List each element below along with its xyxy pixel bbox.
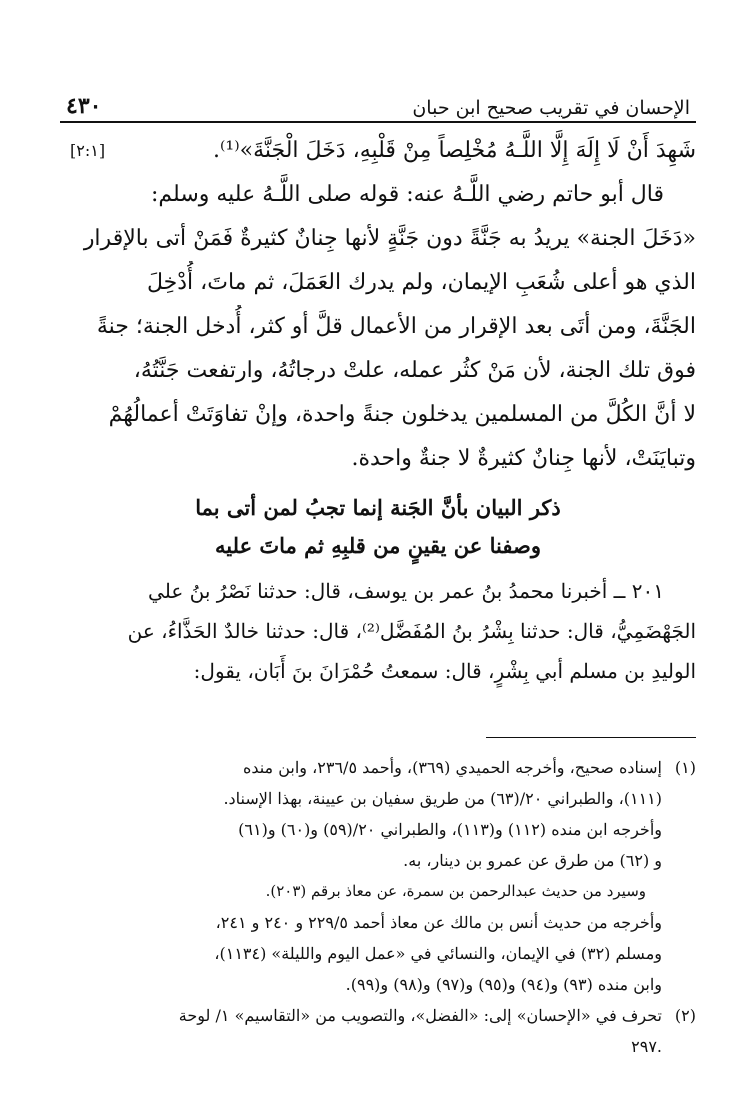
footnote-line: ومسلم (٣٢) في الإيمان، والنسائي في «عمل اليوم والليلة» (١١٣٤)، bbox=[214, 944, 662, 963]
section-heading bbox=[60, 489, 696, 565]
text-line: الجَهْضَمِيُّ، قال: حدثنا بِشْرُ بنُ المُفَضَّل⁽²⁾، قال: حدثنا خالدٌ الحَذَّاءُ، عن bbox=[127, 619, 696, 643]
footnotes bbox=[60, 752, 696, 1062]
page-number: ٤٣٠ bbox=[66, 93, 102, 119]
text-line: الجَنَّةَ، ومن أتَى بعد الإقرار من الأعمال قلَّ أو كثر، أُدخل الجنة؛ جنةً bbox=[96, 314, 696, 339]
page-header bbox=[60, 85, 696, 123]
text-line: وتبايَنَتْ، لأنها جِنانٌ كثيرةٌ لا جنةٌ واحدة. bbox=[351, 446, 696, 471]
main-text bbox=[60, 129, 696, 481]
hadith-reference: [٢:١] bbox=[70, 141, 106, 160]
footnote-text: تحرف في «الإحسان» إلى: «الفضل»، والتصويب من «التقاسيم» ١/ لوحة bbox=[178, 1006, 662, 1025]
footnote-line: وابن منده (٩٣) و(٩٤) و(٩٥) و(٩٧) و(٩٨) و(٩٩). bbox=[345, 975, 662, 994]
section-heading-line: وصفنا عن يقينٍ من قلبِهِ ثم ماتَ عليه bbox=[215, 533, 541, 558]
book-page bbox=[60, 85, 696, 1056]
footnote-line: وأخرجه من حديث أنس بن مالك عن معاذ أحمد ٢٢٩/٥ و ٢٤٠ و ٢٤١، bbox=[215, 913, 662, 932]
footnote-number: (٢) bbox=[674, 1006, 696, 1025]
text-line: الذي هو أعلى شُعَبِ الإيمان، ولم يدرك العَمَلَ، ثم ماتَ، أُدْخِلَ bbox=[147, 270, 696, 295]
footnote-line: .٢٩٧ bbox=[631, 1037, 662, 1056]
text-line: «دَخَلَ الجنة» يريدُ به جَنَّةً دون جَنَّةٍ لأنها جِنانٌ كثيرةٌ فَمَنْ أتى بالإقرار bbox=[83, 226, 696, 251]
text-line: ٢٠١ ــ أخبرنا محمدُ بنُ عمر بن يوسف، قال: حدثنا نَصْرُ بنُ علي bbox=[148, 579, 664, 603]
text-line: شَهِدَ أَنْ لَا إِلَهَ إِلَّا اللَّـهُ مُخْلِصاً مِنْ قَلْبِهِ، دَخَلَ الْجَنَّةَ»⁽¹⁾. [٢:١] bbox=[60, 129, 696, 173]
section-heading-line: ذكر البيان بأنَّ الجَنة إنما تجبُ لمن أتى بما bbox=[195, 495, 561, 520]
footnote-line: وأخرجه ابن منده (١١٢) و(١١٣)، والطبراني ٢٠/(٥٩) و(٦٠) و(٦١) bbox=[238, 820, 662, 839]
text-line: فوق تلك الجنة، لأن مَنْ كثُر عمله، علتْ درجاتُهُ، وارتفعت جَنَّتُهُ، bbox=[133, 358, 696, 383]
footnote-text: إسناده صحيح، وأخرجه الحميدي (٣٦٩)، وأحمد ٢٣٦/٥، وابن منده bbox=[242, 758, 662, 777]
footnote-line: (١١١)، والطبراني ٢٠/(٦٣) من طريق سفيان بن عيينة، بهذا الإسناد. bbox=[223, 789, 662, 808]
book-title: الإحسان في تقريب صحيح ابن حبان bbox=[412, 97, 690, 119]
footnote-2 bbox=[60, 1000, 696, 1031]
footnote-number: (١) bbox=[674, 758, 696, 777]
footnote-line: و (٦٢) من طرق عن عمرو بن دينار، به. bbox=[403, 851, 662, 870]
text-line: الوليدِ بن مسلم أبي بِشْرٍ، قال: سمعتُ حُمْرَانَ بنَ أَبَان، يقول: bbox=[193, 659, 696, 683]
hadith-text bbox=[60, 571, 696, 691]
footnote-divider bbox=[486, 737, 696, 738]
footnote-line: وسيرد من حديث عبدالرحمن بن سمرة، عن معاذ برقم (٢٠٣). bbox=[265, 882, 646, 900]
text-line: قال أبو حاتم رضي اللَّـهُ عنه: قوله صلى اللَّـهُ عليه وسلم: bbox=[150, 182, 664, 207]
text-line: لا أنَّ الكُلَّ من المسلمين يدخلون جنةً واحدة، وإنْ تفاوَتَتْ أعمالُهُمْ bbox=[108, 402, 696, 427]
footnote-1 bbox=[60, 752, 696, 783]
